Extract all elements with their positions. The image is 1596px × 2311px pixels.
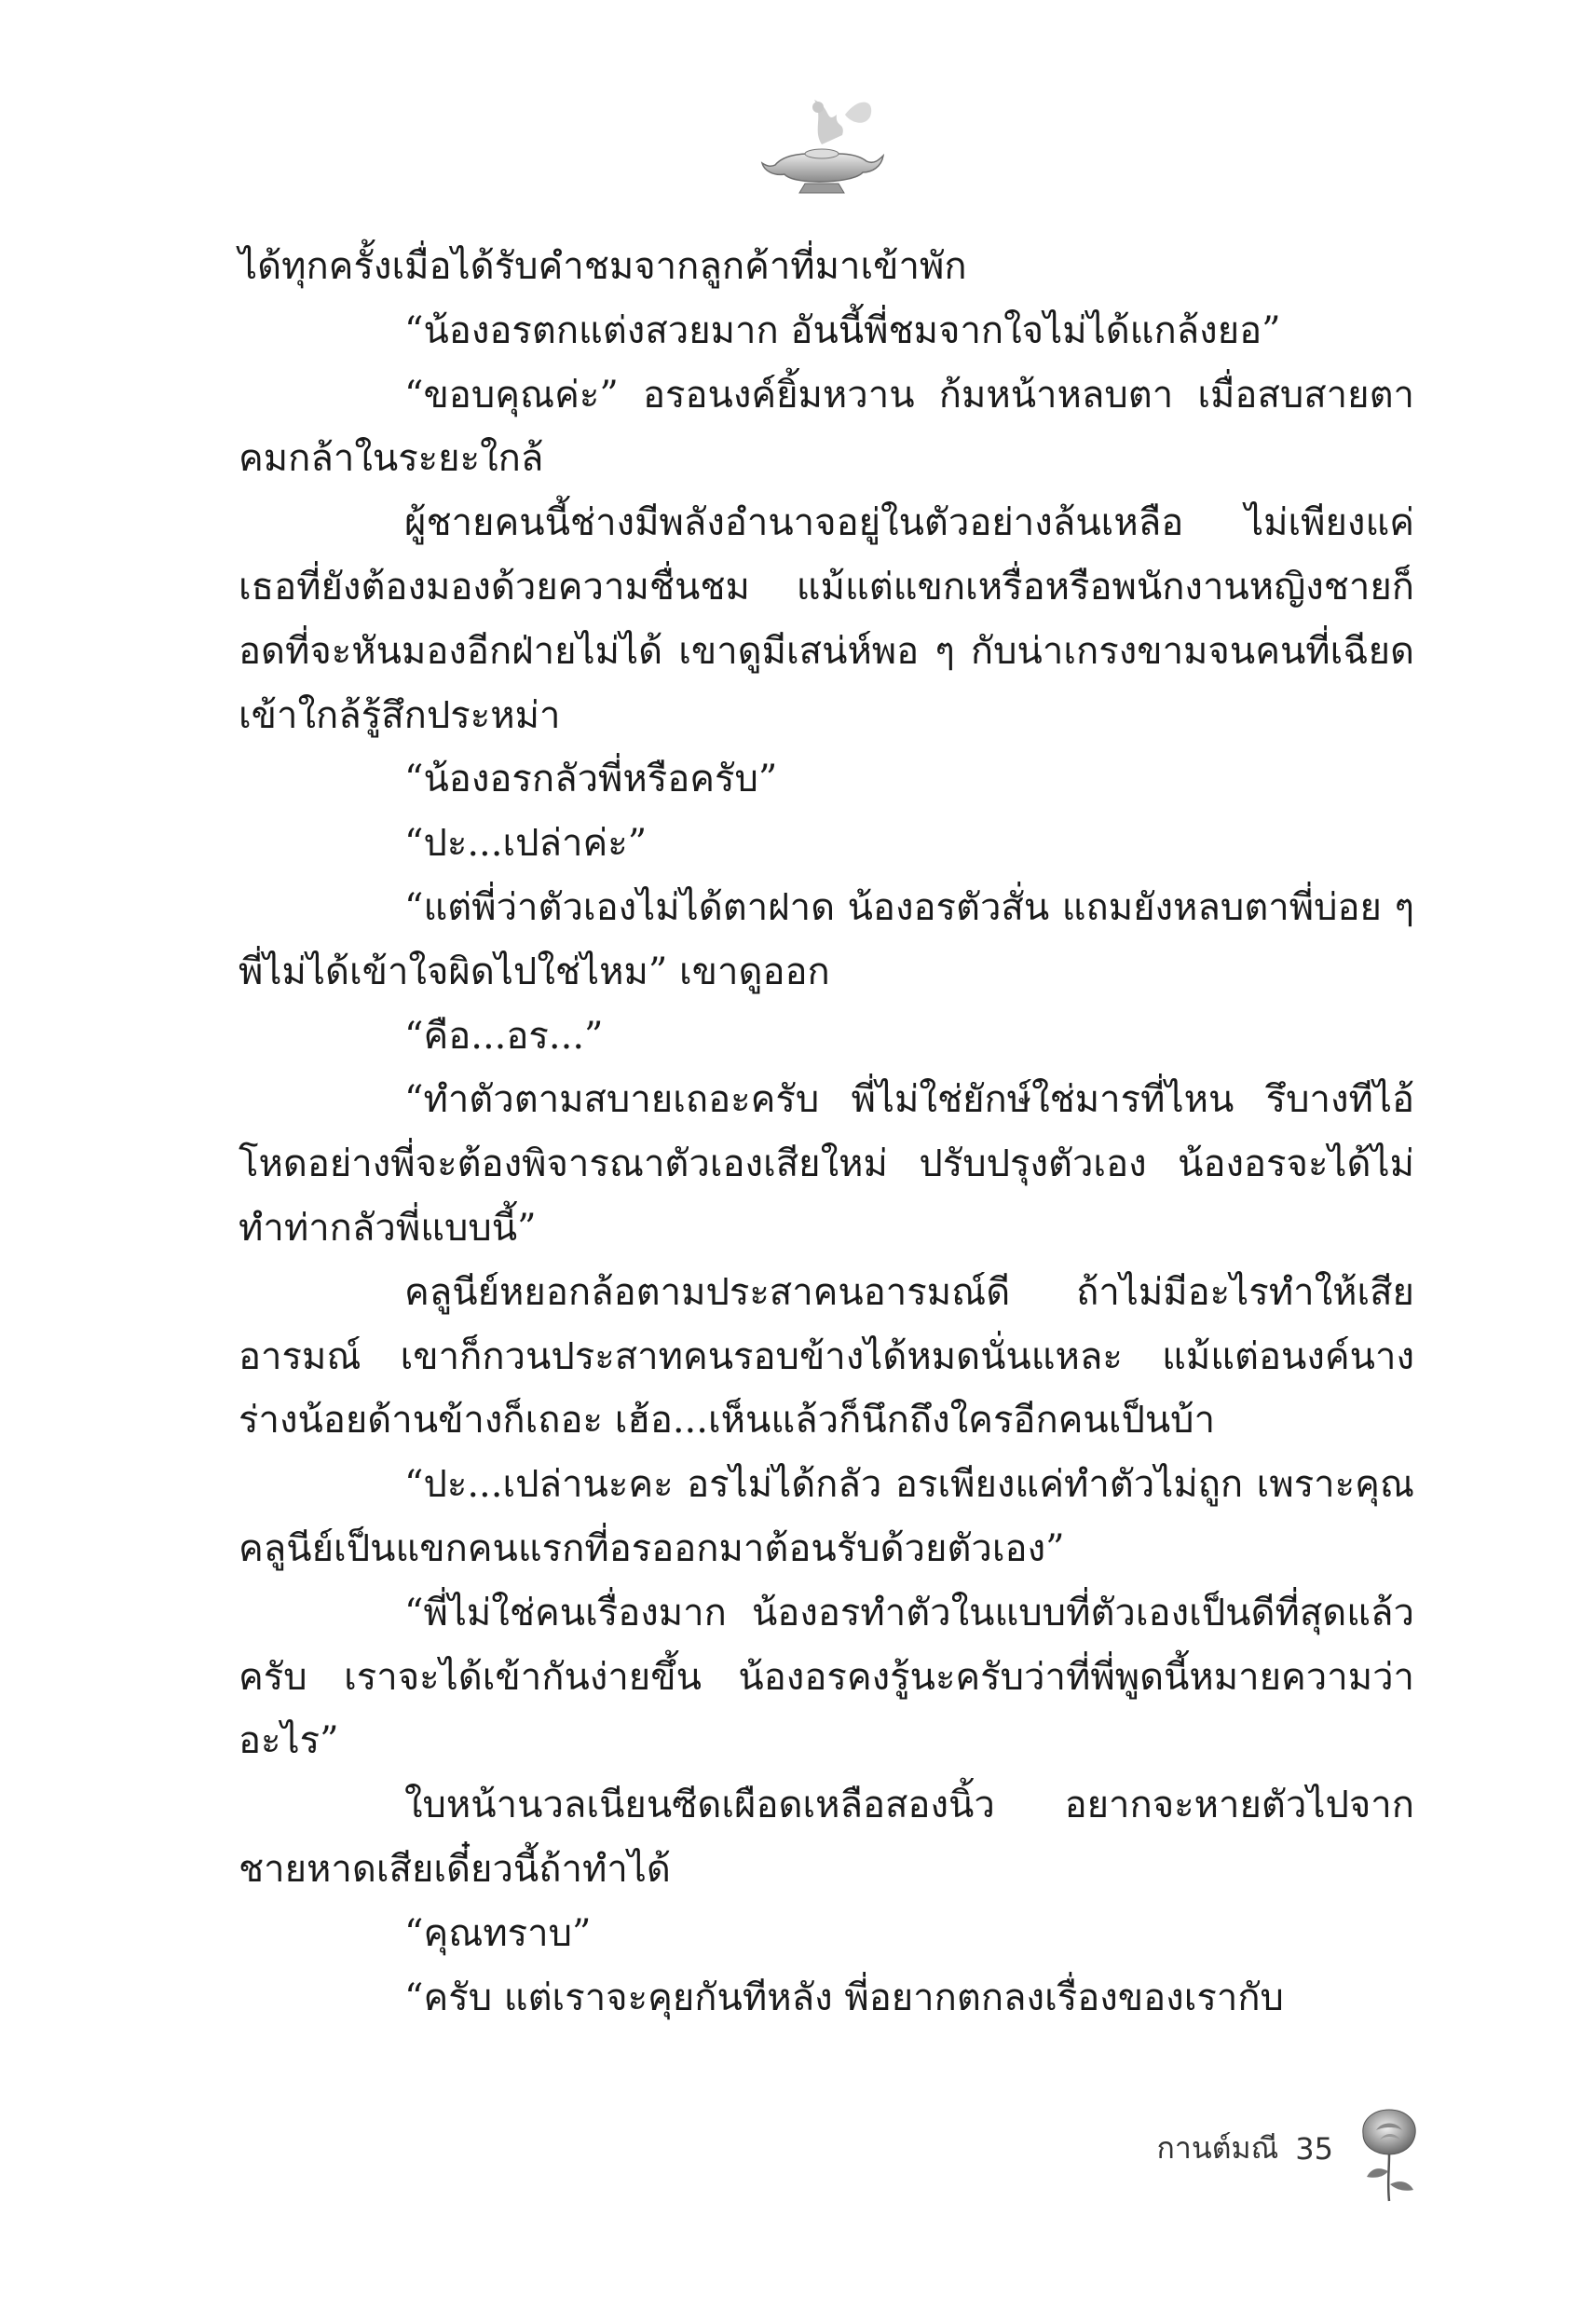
paragraph: “แต่พี่ว่าตัวเองไม่ได้ตาฝาด น้องอรตัวสั่น แถมยังหลบตาพี่บ่อย ๆ พี่ไม่ได้เข้าใจผิดไปใช่ไหม” เขาดูออก bbox=[239, 885, 1414, 993]
paragraph: “ทำตัวตามสบายเถอะครับ พี่ไม่ใช่ยักษ์ใช่มารที่ไหน รึบางทีไอ้โหดอย่างพี่จะต้องพิจารณาตัวเองเสียใหม่ ปรับปรุงตัวเอง น้องอรจะได้ไม่ทำท่ากลัวพี่แบบนี้” bbox=[239, 1078, 1414, 1250]
rose-icon bbox=[1356, 2104, 1423, 2207]
paragraph: “น้องอรกลัวพี่หรือครับ” bbox=[404, 758, 778, 801]
paragraph: ผู้ชายคนนี้ช่างมีพลังอำนาจอยู่ในตัวอย่างล้นเหลือ ไม่เพียงแค่เธอที่ยังต้องมองด้วยความชื่นชม แม้แต่แขกเหรื่อหรือพนักงานหญิงชายก็อดที่จะหันมองอีกฝ่ายไม่ได้ เขาดูมีเสน่ห์พอ ๆ กับน่าเกรงขามจนคนที่เฉียดเข้าใกล้รู้สึกประหม่า bbox=[239, 501, 1414, 737]
book-title: กานต์มณี bbox=[1156, 2130, 1279, 2166]
page-number: 35 bbox=[1295, 2130, 1333, 2167]
paragraph: “คุณทราบ” bbox=[404, 1911, 592, 1955]
paragraph: “ปะ...เปล่าค่ะ” bbox=[404, 822, 648, 866]
page-footer bbox=[1157, 2125, 1334, 2172]
paragraph: ใบหน้านวลเนียนซีดเผือดเหลือสองนิ้ว อยากจะหายตัวไปจากชายหาดเสียเดี๋ยวนี้ถ้าทำได้ bbox=[239, 1784, 1414, 1891]
paragraph: “น้องอรตกแต่งสวยมาก อันนี้พี่ชมจากใจไม่ได้แกล้งยอ” bbox=[404, 308, 1281, 352]
paragraph: “พี่ไม่ใช่คนเรื่องมาก น้องอรทำตัวในแบบที่ตัวเองเป็นดีที่สุดแล้วครับ เราจะได้เข้ากันง่ายขึ้น น้องอรคงรู้นะครับว่าที่พี่พูดนี้หมายความว่าอะไร” bbox=[239, 1591, 1414, 1763]
paragraph: “คือ...อร...” bbox=[404, 1014, 604, 1058]
body-text bbox=[239, 235, 1414, 2030]
paragraph: คลูนีย์หยอกล้อตามประสาคนอารมณ์ดี ถ้าไม่มีอะไรทำให้เสียอารมณ์ เขาก็กวนประสาทคนรอบข้างได้หมดนั่นแหละ แม้แต่อนงค์นางร่างน้อยด้านข้างก็เถอะ เฮ้อ...เห็นแล้วก็นึกถึงใครอีกคนเป็นบ้า bbox=[239, 1270, 1414, 1443]
paragraph: ได้ทุกครั้งเมื่อได้รับคำชมจากลูกค้าที่มาเข้าพัก bbox=[239, 245, 967, 288]
paragraph: “ปะ...เปล่านะคะ อรไม่ได้กลัว อรเพียงแค่ทำตัวไม่ถูก เพราะคุณคลูนีย์เป็นแขกคนแรกที่อรออกมาต้อนรับด้วยตัวเอง” bbox=[239, 1463, 1414, 1570]
magic-lamp-icon bbox=[757, 79, 887, 200]
paragraph: “ขอบคุณค่ะ” อรอนงค์ยิ้มหวาน ก้มหน้าหลบตา เมื่อสบสายตาคมกล้าในระยะใกล้ bbox=[239, 373, 1414, 481]
paragraph: “ครับ แต่เราจะคุยกันทีหลัง พี่อยากตกลงเรื่องของเรากับ bbox=[404, 1976, 1284, 2019]
